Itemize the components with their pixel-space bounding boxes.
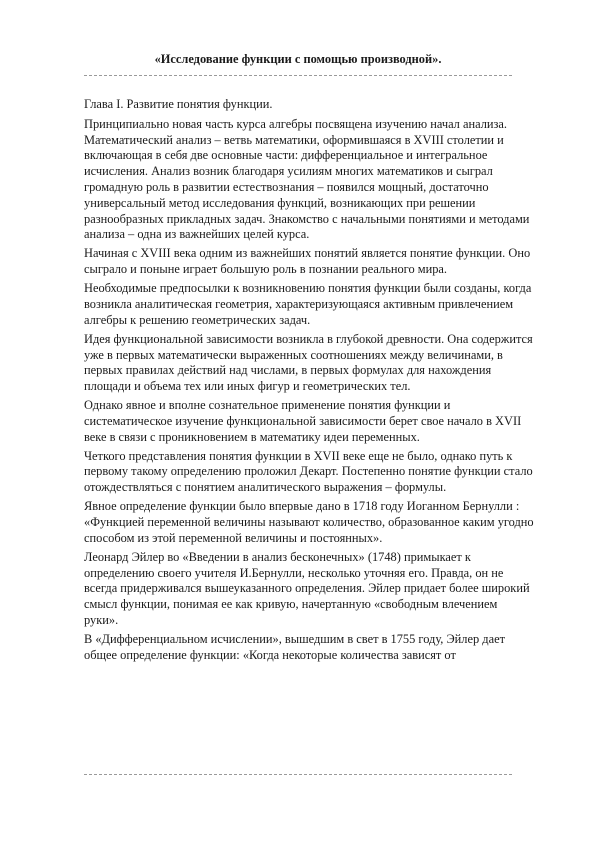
paragraph-5: Однако явное и вполне сознательное применение понятия функции и систематическое изучение функциональной зависимости берет свое начало в XVII веке в связи с проникновением в математику идеи переменных.: [84, 398, 522, 444]
paragraph-3: Необходимые предпосылки к возникновению понятия функции были созданы, когда возникла аналитическая геометрия, характеризующаяся активным привлечением алгебры к решению геометрических задач.: [84, 281, 532, 327]
chapter-heading: Глава I. Развитие понятия функции.: [84, 97, 273, 111]
paragraph-1: Принципиально новая часть курса алгебры посвящена изучению начал анализа. Математический анализ – ветвь математики, оформившаяся в XVIII столетии и включающая в себя две основные части: дифференциальное и интегральное исчисления. Анализ возник благодаря усилиям многих математиков и сыграл громадную роль в развитии естествознания – появился мощный, достаточно универсальный метод исследования функций, возникающих при решении разнообразных прикладных задач. Знакомство с начальными понятиями и методами анализа – одна из важнейших целей курса.: [84, 116, 530, 242]
paragraph-2: Начиная с XVIII века одним из важнейших понятий является понятие функции. Оно сыграло и поныне играет большую роль в познании реального мира.: [84, 246, 531, 277]
paragraph-6: Четкого представления понятия функции в XVII веке еще не было, однако путь к первому такому определению проложил Декарт. Постепенно понятие функции стало отождествляться с понятием аналитического выражения – формулы.: [84, 448, 533, 495]
header-divider: [84, 75, 512, 76]
document-body: [84, 97, 534, 667]
footer-divider: [84, 774, 512, 775]
paragraph-9: В «Дифференциальном исчислении», вышедшим в свет в 1755 году, Эйлер дает общее определение функции: «Когда некоторые количества зависят от: [84, 632, 505, 662]
paragraph-8: Леонард Эйлер во «Введении в анализ бесконечных» (1748) примыкает к определению своего учителя И.Бернулли, несколько уточняя его. Правда, он не всегда придерживался вышеуказанного определения. Эйлер придает более широкий смысл функции, понимая ее как кривую, начертанную «свободным влечением руки».: [84, 549, 530, 628]
document-title: «Исследование функции с помощью производной».: [154, 52, 442, 66]
paragraph-4: Идея функциональной зависимости возникла в глубокой древности. Она содержится уже в первых математически выраженных соотношениях между величинами, в первых правилах действий над числами, в первых формулах для нахождения площади и объема тех или иных фигур и геометрических тел.: [84, 331, 533, 394]
paragraph-7: Явное определение функции было впервые дано в 1718 году Иоганном Бернулли : «Функцией переменной величины называют количество, образованное каким угодно способом из этой переменной величины и постоянных».: [84, 499, 534, 545]
